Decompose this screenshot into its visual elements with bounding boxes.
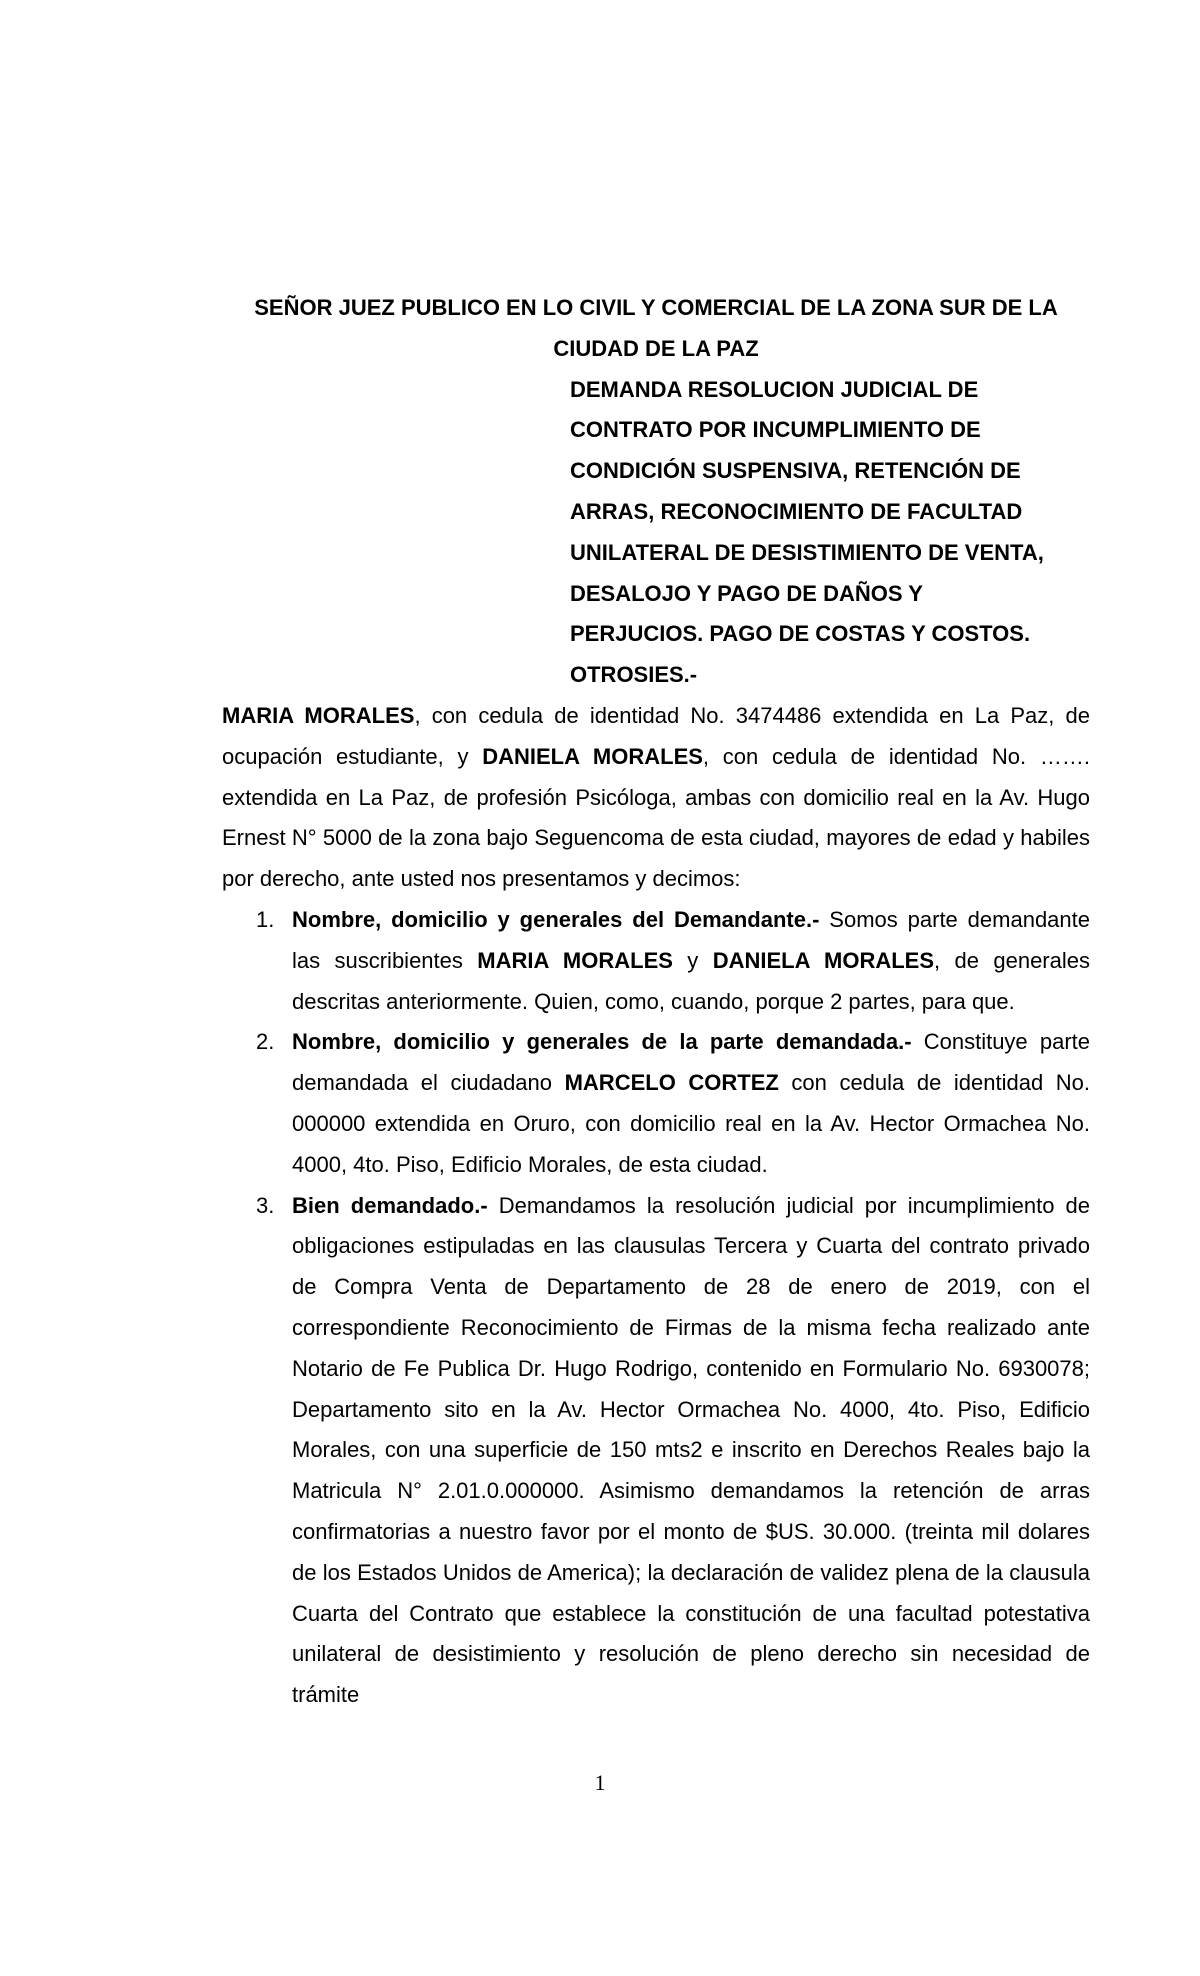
item-bold-name: DANIELA MORALES [712,947,935,973]
plaintiff-name-1: MARIA MORALES [222,702,415,728]
court-address-line-2: CIUDAD DE LA PAZ [553,335,759,361]
list-item-property [222,1186,1090,1716]
subject-line: OTROSIES.- [570,662,698,688]
item-text: Demandamos la resolución judicial por incumplimiento de obligaciones estipuladas en las clausulas Tercera y Cuarta del contrato privado de Compra Venta de Departamento de 28 de enero de 2019, con el correspondiente Reconocimiento de Firmas de la misma fecha realizado ante Notario de Fe Publica Dr. Hugo Rodrigo, contenido en Formulario No. 6930078; Departamento sito en la Av. Hector Ormachea No. 4000, 4to. Piso, Edificio Morales, con una superficie de 150 mts2 e inscrito en Derechos Reales bajo la Matricula N° 2.01.0.000000. Asimismo demandamos la retención de arras confirmatorias a nuestro favor por el monto de $US. 30.000. (treinta mil dolares de los Estados Unidos de America); la declaración de validez plena de la clausula Cuarta del Contrato que establece la constitución de una facultad potestativa unilateral de desistimiento y resolución de pleno derecho sin necesidad de trámite [292,1192,1090,1708]
lawsuit-subject [570,370,1090,696]
subject-line: DEMANDA RESOLUCION JUDICIAL DE [570,376,979,402]
item-heading: Nombre, domicilio y generales de la parte demandada.- [292,1029,912,1055]
page-number: 1 [594,1770,606,1795]
subject-line: UNILATERAL DE DESISTIMIENTO DE VENTA, [570,539,1044,565]
item-number: 3. [256,1192,275,1218]
intro-text-1: , con cedula de identidad No. 3474486 extendida en La Paz, de ocupación estudiante, y [222,702,1090,769]
item-text: Somos parte demandante las suscribientes [292,906,1090,973]
item-heading: Bien demandado.- [292,1192,488,1218]
plaintiff-name-2: DANIELA MORALES [482,743,703,769]
item-number: 2. [256,1029,275,1055]
document-body [222,288,1090,1716]
intro-text-2: , con cedula de identidad No. ……. extendida en La Paz, de profesión Psicóloga, ambas con domicilio real en la Av. Hugo Ernest N° 5000 de la zona bajo Seguencoma de esta ciudad, mayores de edad y habiles por derecho, ante usted nos presentamos y decimos: [222,743,1090,892]
subject-line: CONTRATO POR INCUMPLIMIENTO DE [570,417,981,443]
item-text: y [672,947,713,973]
item-number: 1. [256,906,275,932]
subject-line: ARRAS, RECONOCIMIENTO DE FACULTAD [570,498,1023,524]
court-address-line-1: SEÑOR JUEZ PUBLICO EN LO CIVIL Y COMERCIAL DE LA ZONA SUR DE LA [254,295,1058,320]
item-heading: Nombre, domicilio y generales del Demandante.- [292,906,820,932]
list-item-defendant [222,1022,1090,1185]
numbered-list [222,900,1090,1716]
item-text: con cedula de identidad No. 000000 extendida en Oruro, con domicilio real en la Av. Hector Ormachea No. 4000, 4to. Piso, Edificio Morales, de esta ciudad. [292,1070,1090,1177]
item-text: Constituye parte demandada el ciudadano [292,1029,1090,1096]
item-bold-name: MARIA MORALES [477,947,673,973]
list-item-plaintiff [222,900,1090,1022]
item-text: , de generales descritas anteriormente. Quien, como, cuando, porque 2 partes, para que. [292,947,1090,1014]
intro-paragraph [222,696,1090,900]
subject-line: PERJUCIOS. PAGO DE COSTAS Y COSTOS. [570,621,1031,647]
subject-line: DESALOJO Y PAGO DE DAÑOS Y [570,580,923,606]
subject-line: CONDICIÓN SUSPENSIVA, RETENCIÓN DE [570,458,1021,484]
item-bold-name: MARCELO CORTEZ [564,1070,779,1096]
